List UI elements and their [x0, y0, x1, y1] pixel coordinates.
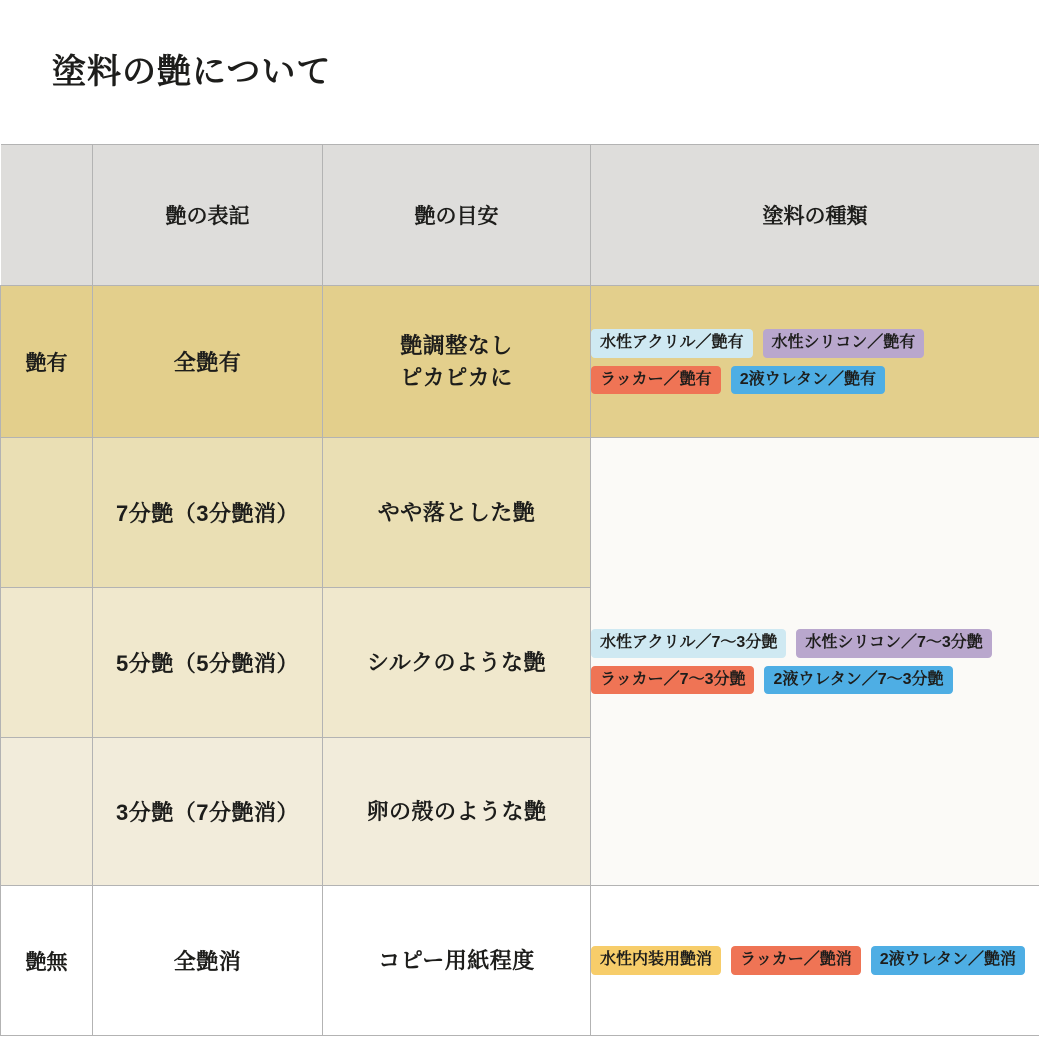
gloss-level-label — [1, 588, 93, 738]
table-row — [1, 286, 1039, 438]
table-row — [1, 886, 1039, 1036]
paint-type-tag: 2液ウレタン／艶有 — [731, 366, 885, 395]
paint-type-tag: 水性アクリル／7〜3分艶 — [591, 629, 786, 658]
gloss-guide: やや落とした艶 — [323, 438, 591, 588]
gloss-name: 全艶有 — [93, 286, 323, 438]
gloss-name: 7分艶（3分艶消） — [93, 438, 323, 588]
paint-types-cell — [591, 438, 1039, 886]
paint-type-tag-list — [591, 629, 1039, 694]
gloss-guide — [323, 286, 591, 438]
table-body — [1, 286, 1039, 1036]
gloss-level-label: 艶無 — [1, 886, 93, 1036]
paint-type-tag-list — [591, 946, 1039, 975]
paint-types-cell — [591, 286, 1039, 438]
paint-type-tag-list — [591, 329, 1039, 394]
gloss-guide: 卵の殻のような艶 — [323, 738, 591, 886]
gloss-guide: シルクのような艶 — [323, 588, 591, 738]
column-header-blank — [1, 145, 93, 286]
paint-type-tag: 2液ウレタン／7〜3分艶 — [764, 666, 952, 695]
paint-type-tag: 水性内装用艶消 — [591, 946, 721, 975]
gloss-name: 全艶消 — [93, 886, 323, 1036]
paint-type-tag: 2液ウレタン／艶消 — [871, 946, 1025, 975]
paint-type-tag: ラッカー／艶消 — [731, 946, 861, 975]
paint-type-tag: ラッカー／7〜3分艶 — [591, 666, 754, 695]
gloss-level-label: 艶有 — [1, 286, 93, 438]
gloss-guide: コピー用紙程度 — [323, 886, 591, 1036]
paint-type-tag: 水性シリコン／艶有 — [763, 329, 925, 358]
paint-type-tag: 水性シリコン／7〜3分艶 — [796, 629, 991, 658]
gloss-level-label — [1, 438, 93, 588]
gloss-name: 3分艶（7分艶消） — [93, 738, 323, 886]
paint-types-cell — [591, 886, 1039, 1036]
column-header-paint-types: 塗料の種類 — [591, 145, 1039, 286]
column-header-gloss-name: 艶の表記 — [93, 145, 323, 286]
gloss-guide-line-1: 艶調整なし — [400, 332, 513, 358]
table-header-row — [1, 145, 1039, 286]
column-header-gloss-guide: 艶の目安 — [323, 145, 591, 286]
gloss-level-label — [1, 738, 93, 886]
page-title: 塗料の艶について — [52, 53, 332, 91]
gloss-name: 5分艶（5分艶消） — [93, 588, 323, 738]
table-header — [1, 145, 1039, 286]
paint-type-tag: ラッカー／艶有 — [591, 366, 721, 395]
gloss-table — [0, 144, 1039, 1036]
paint-type-tag: 水性アクリル／艶有 — [591, 329, 753, 358]
gloss-guide-line-2: ピカピカに — [400, 364, 513, 390]
table-row — [1, 438, 1039, 588]
